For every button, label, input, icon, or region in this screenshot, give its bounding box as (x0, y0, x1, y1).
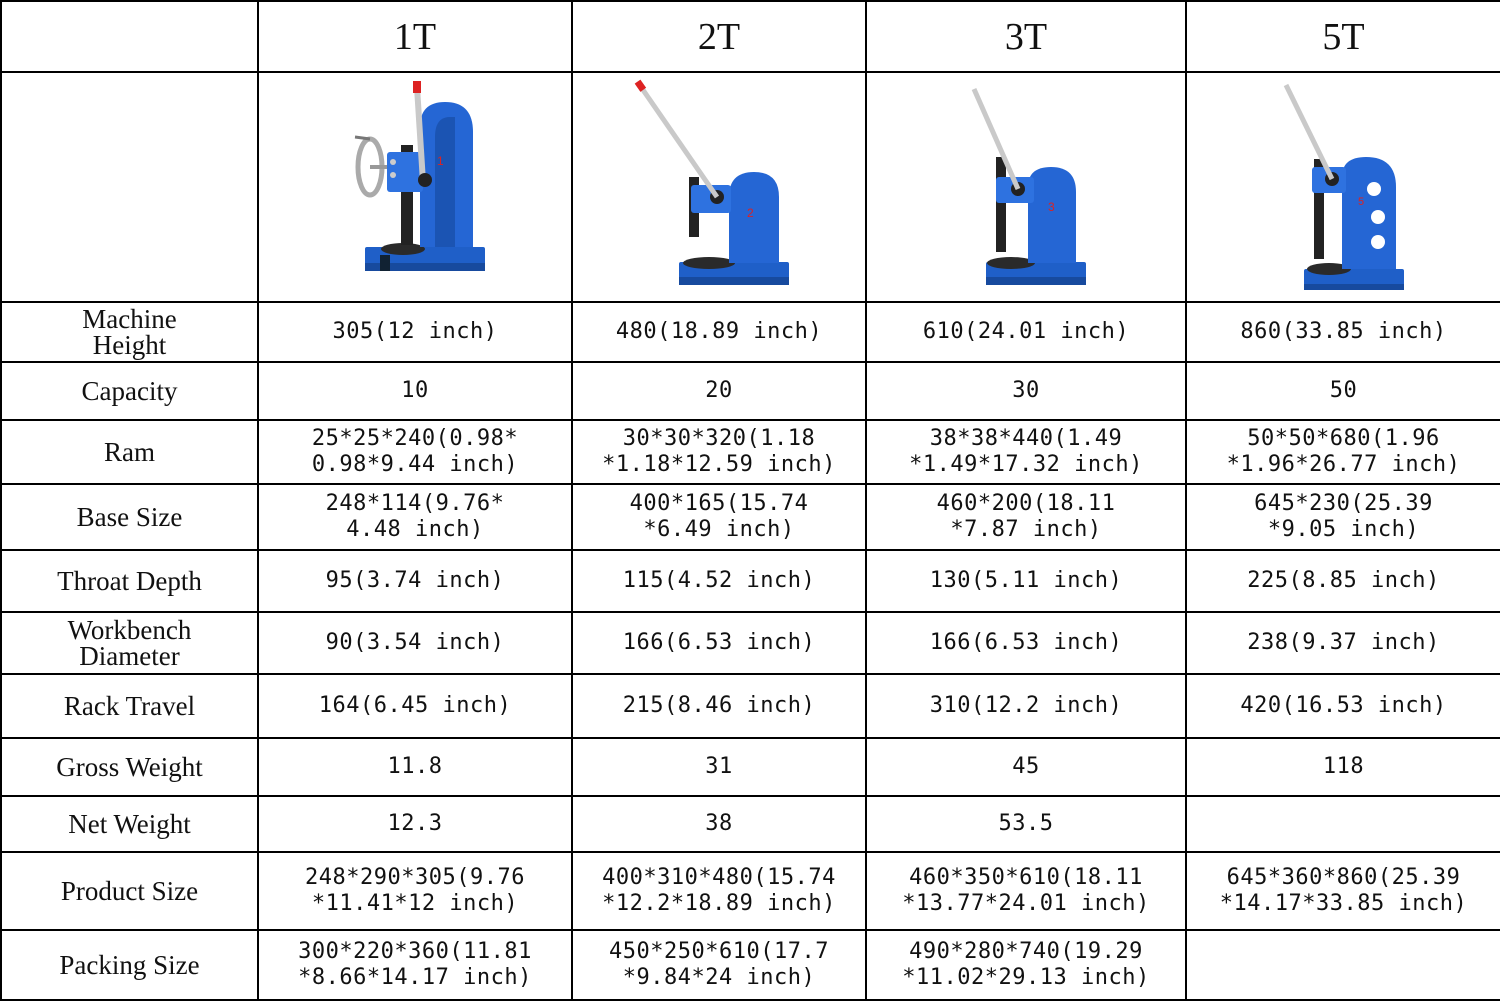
spec-value: 38 (572, 796, 866, 852)
spec-value: 11.8 (258, 738, 572, 796)
spec-label: Capacity (1, 362, 258, 420)
spec-value: 450*250*610(17.7 *9.84*24 inch) (572, 930, 866, 1000)
spec-value: 460*350*610(18.11 *13.77*24.01 inch) (866, 852, 1186, 930)
spec-value: 225(8.85 inch) (1186, 550, 1500, 612)
spec-value: 115(4.52 inch) (572, 550, 866, 612)
spec-label: Ram (1, 420, 258, 484)
spec-value: 166(6.53 inch) (572, 612, 866, 674)
spec-row (1, 550, 1500, 612)
spec-value: 31 (572, 738, 866, 796)
arbor-press-5t-image (1254, 77, 1434, 297)
spec-value: 490*280*740(19.29 *11.02*29.13 inch) (866, 930, 1186, 1000)
model-header: 3T (866, 1, 1186, 72)
product-image-cell (258, 72, 572, 302)
spec-label: Product Size (1, 852, 258, 930)
spec-value: 400*310*480(15.74 *12.2*18.89 inch) (572, 852, 866, 930)
spec-value (1186, 930, 1500, 1000)
capacity-badge: 3 (1048, 200, 1055, 214)
product-image-cell (1186, 72, 1500, 302)
spec-value: 248*290*305(9.76 *11.41*12 inch) (258, 852, 572, 930)
spec-value: 118 (1186, 738, 1500, 796)
spec-value: 310(12.2 inch) (866, 674, 1186, 738)
spec-value (1186, 796, 1500, 852)
spec-value: 645*360*860(25.39 *14.17*33.85 inch) (1186, 852, 1500, 930)
spec-value: 10 (258, 362, 572, 420)
product-image-cell (866, 72, 1186, 302)
spec-row (1, 796, 1500, 852)
spec-label: Net Weight (1, 796, 258, 852)
spec-body (1, 302, 1500, 1000)
spec-label: Packing Size (1, 930, 258, 1000)
spec-value: 305(12 inch) (258, 302, 572, 362)
spec-row (1, 484, 1500, 550)
spec-row (1, 852, 1500, 930)
spec-row (1, 674, 1500, 738)
spec-value: 860(33.85 inch) (1186, 302, 1500, 362)
spec-label: Rack Travel (1, 674, 258, 738)
spec-row (1, 362, 1500, 420)
image-row (1, 72, 1500, 302)
spec-row (1, 302, 1500, 362)
spec-row (1, 420, 1500, 484)
arbor-press-3t-image (936, 77, 1116, 297)
spec-value: 30*30*320(1.18 *1.18*12.59 inch) (572, 420, 866, 484)
spec-value: 164(6.45 inch) (258, 674, 572, 738)
spec-row (1, 738, 1500, 796)
spec-value: 420(16.53 inch) (1186, 674, 1500, 738)
spec-value: 38*38*440(1.49 *1.49*17.32 inch) (866, 420, 1186, 484)
spec-label: Gross Weight (1, 738, 258, 796)
arbor-press-2t-image (629, 77, 809, 297)
spec-value: 50 (1186, 362, 1500, 420)
spec-value: 95(3.74 inch) (258, 550, 572, 612)
corner-cell (1, 1, 258, 72)
spec-value: 215(8.46 inch) (572, 674, 866, 738)
spec-label: Base Size (1, 484, 258, 550)
spec-value: 238(9.37 inch) (1186, 612, 1500, 674)
model-header: 2T (572, 1, 866, 72)
spec-value: 400*165(15.74 *6.49 inch) (572, 484, 866, 550)
spec-value: 610(24.01 inch) (866, 302, 1186, 362)
spec-row (1, 612, 1500, 674)
spec-value: 645*230(25.39 *9.05 inch) (1186, 484, 1500, 550)
spec-label: Machine Height (1, 302, 258, 362)
capacity-badge: 2 (747, 206, 754, 220)
header-row (1, 1, 1500, 72)
spec-value: 480(18.89 inch) (572, 302, 866, 362)
spec-value: 20 (572, 362, 866, 420)
spec-value: 460*200(18.11 *7.87 inch) (866, 484, 1186, 550)
spec-value: 45 (866, 738, 1186, 796)
spec-value: 53.5 (866, 796, 1186, 852)
capacity-badge: 1 (437, 154, 444, 168)
model-header: 5T (1186, 1, 1500, 72)
capacity-badge: 5 (1357, 196, 1364, 208)
image-row-label (1, 72, 258, 302)
spec-value: 25*25*240(0.98* 0.98*9.44 inch) (258, 420, 572, 484)
spec-label: Workbench Diameter (1, 612, 258, 674)
spec-value: 166(6.53 inch) (866, 612, 1186, 674)
model-header: 1T (258, 1, 572, 72)
spec-value: 12.3 (258, 796, 572, 852)
spec-value: 248*114(9.76* 4.48 inch) (258, 484, 572, 550)
spec-value: 130(5.11 inch) (866, 550, 1186, 612)
spec-value: 50*50*680(1.96 *1.96*26.77 inch) (1186, 420, 1500, 484)
spec-value: 300*220*360(11.81 *8.66*14.17 inch) (258, 930, 572, 1000)
spec-value: 30 (866, 362, 1186, 420)
spec-label: Throat Depth (1, 550, 258, 612)
spec-row (1, 930, 1500, 1000)
arbor-press-1t-handwheel-image (325, 77, 505, 297)
product-image-cell (572, 72, 866, 302)
spec-value: 90(3.54 inch) (258, 612, 572, 674)
